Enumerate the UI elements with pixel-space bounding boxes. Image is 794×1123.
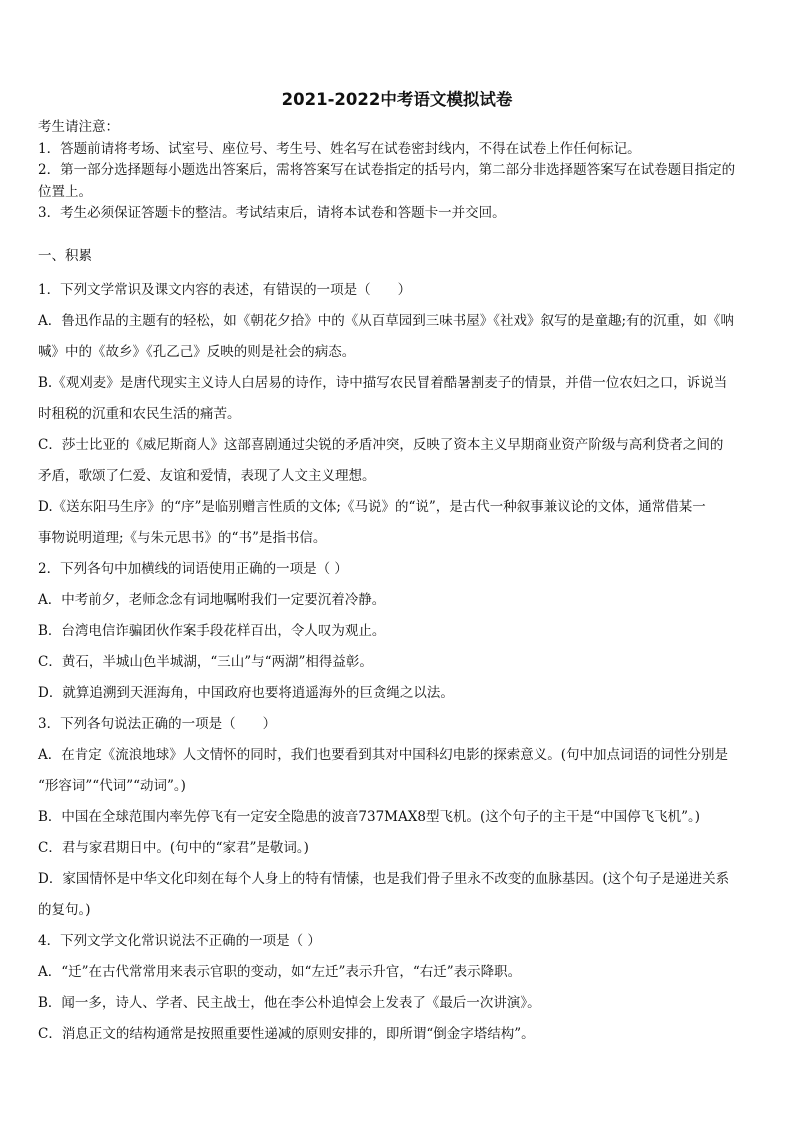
- exam-title: 2021-2022中考语文模拟试卷: [281, 90, 513, 109]
- option-line: A．“迁”在古代常常用来表示官职的变动，如“左迁”表示升官，“右迁”表示降职。: [38, 964, 522, 980]
- option-line: A．在肯定《流浪地球》人文情怀的同时，我们也要看到其对中国科幻电影的探索意义。(句中加点词语的词性分别是: [38, 747, 729, 763]
- option-line: 的复句。): [38, 902, 91, 918]
- option-line: B．中国在全球范围内率先停飞有一定安全隐患的波音737MAX8型飞机。(这个句子的主干是“中国停飞飞机”。): [38, 809, 701, 825]
- option-line: C．莎士比亚的《威尼斯商人》这部喜剧通过尖锐的矛盾冲突，反映了资本主义早期商业资产阶级与高利贷者之间的: [38, 437, 724, 453]
- question-stem: 2．下列各句中加横线的词语使用正确的一项是（ ）: [38, 561, 348, 577]
- section-heading: 一、积累: [38, 248, 92, 264]
- option-line: “形容词”“代词”“动词”。): [38, 778, 186, 794]
- option-line: A．中考前夕，老师念念有词地嘱咐我们一定要沉着冷静。: [38, 592, 386, 608]
- option-line: A．鲁迅作品的主题有的轻松，如《朝花夕拾》中的《从百草园到三味书屋》《社戏》叙写的是童趣;有的沉重，如《呐: [38, 313, 735, 329]
- option-line: C．黄石，半城山色半城湖，“三山”与“两湖”相得益彰。: [38, 654, 373, 670]
- option-line: D.《送东阳马生序》的“序”是临别赠言性质的文体;《马说》的“说”，是古代一种叙事兼议论的文体，通常借某一: [38, 499, 706, 515]
- notice-item: 1．答题前请将考场、试室号、座位号、考生号、姓名写在试卷密封线内，不得在试卷上作任何标记。: [38, 140, 641, 157]
- option-line: D．就算追溯到天涯海角，中国政府也要将逍遥海外的巨贪绳之以法。: [38, 685, 454, 701]
- option-line: C．君与家君期日中。(句中的“家君”是敬词。): [38, 840, 309, 856]
- question-stem: 4．下列文学文化常识说法不正确的一项是（ ）: [38, 933, 321, 949]
- option-line: D．家国情怀是中华文化印刻在每个人身上的特有情愫，也是我们骨子里永不改变的血脉基因。(这个句子是递进关系: [38, 871, 730, 887]
- notice-item: 2．第一部分选择题每小题选出答案后，需将答案写在试卷指定的括号内，第二部分非选择题答案写在试卷题目指定的: [38, 162, 736, 178]
- option-line: 矛盾，歌颂了仁爱、友谊和爱情，表现了人文主义理想。: [38, 468, 376, 484]
- option-line: B.《观刈麦》是唐代现实主义诗人白居易的诗作，诗中描写农民冒着酷暑割麦子的情景，并借一位农妇之口，诉说当: [38, 375, 728, 391]
- notice-heading: 考生请注意：: [38, 119, 119, 135]
- notice-block: [38, 117, 762, 225]
- option-line: 喊》中的《故乡》《孔乙己》反映的则是社会的病态。: [38, 344, 356, 360]
- question-2: [38, 554, 762, 709]
- question-stem: 3．下列各句说法正确的一项是（ ）: [38, 716, 277, 732]
- questions-area: [38, 244, 762, 1050]
- notice-item: 位置上。: [38, 183, 92, 200]
- option-line: C．消息正文的结构通常是按照重要性递减的原则安排的，即所谓“倒金字塔结构”。: [38, 1026, 535, 1042]
- question-3: [38, 709, 762, 926]
- question-stem: 1．下列文学常识及课文内容的表述，有错误的一项是（ ）: [38, 282, 412, 298]
- notice-item: 3．考生必须保证答题卡的整洁。考试结束后，请将本试卷和答题卡一并交回。: [38, 205, 506, 221]
- option-line: B．台湾电信诈骗团伙作案手段花样百出，令人叹为观止。: [38, 623, 386, 639]
- question-4: [38, 926, 762, 1050]
- option-line: 时租税的沉重和农民生活的痛苦。: [38, 406, 241, 422]
- option-line: 事物说明道理;《与朱元思书》的“书”是指书信。: [38, 530, 327, 546]
- question-1: [38, 275, 762, 554]
- option-line: B．闻一多，诗人、学者、民主战士，他在李公朴追悼会上发表了《最后一次讲演》。: [38, 995, 541, 1011]
